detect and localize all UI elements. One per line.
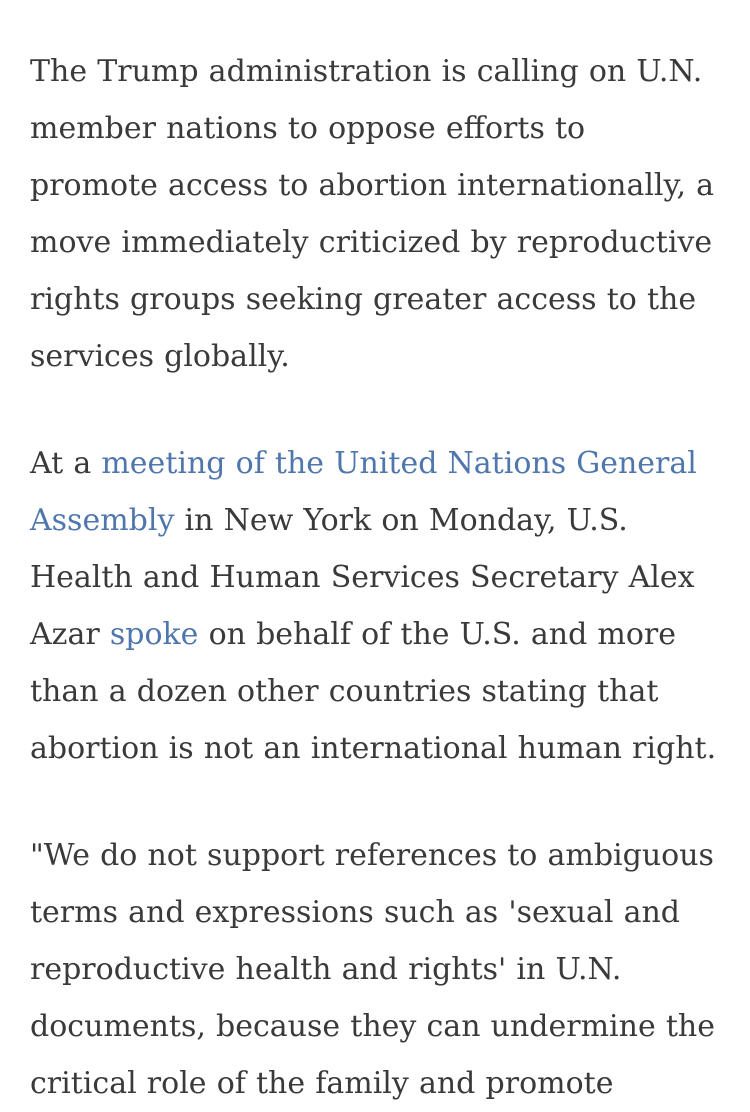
article-paragraph-2 <box>30 435 720 777</box>
paragraph-text: on behalf of the U.S. and more than a dozen other countries stating that abortion is not an international human right. <box>30 617 717 766</box>
article-paragraph-3 <box>30 827 720 1112</box>
paragraph-text: The Trump administration is calling on U.N. member nations to oppose efforts to promote access to abortion internationally, a move immediately criticized by reproductive rights groups seeking greater access to the services globally. <box>30 54 715 374</box>
article-paragraph-1 <box>30 43 720 385</box>
un-general-assembly-meeting-link[interactable]: meeting of the United Nations General Assembly <box>30 446 697 538</box>
paragraph-text: in New York on Monday, U.S. Health and Human Services Secretary Alex Azar <box>30 503 695 652</box>
paragraph-text: "We do not support references to ambiguous terms and expressions such as 'sexual and reproductive health and rights' in U.N. documents, because they can undermine the critical role of the family and promote <box>30 838 715 1101</box>
paragraph-text: At a <box>30 446 102 481</box>
azar-spoke-link[interactable]: spoke <box>109 617 199 652</box>
